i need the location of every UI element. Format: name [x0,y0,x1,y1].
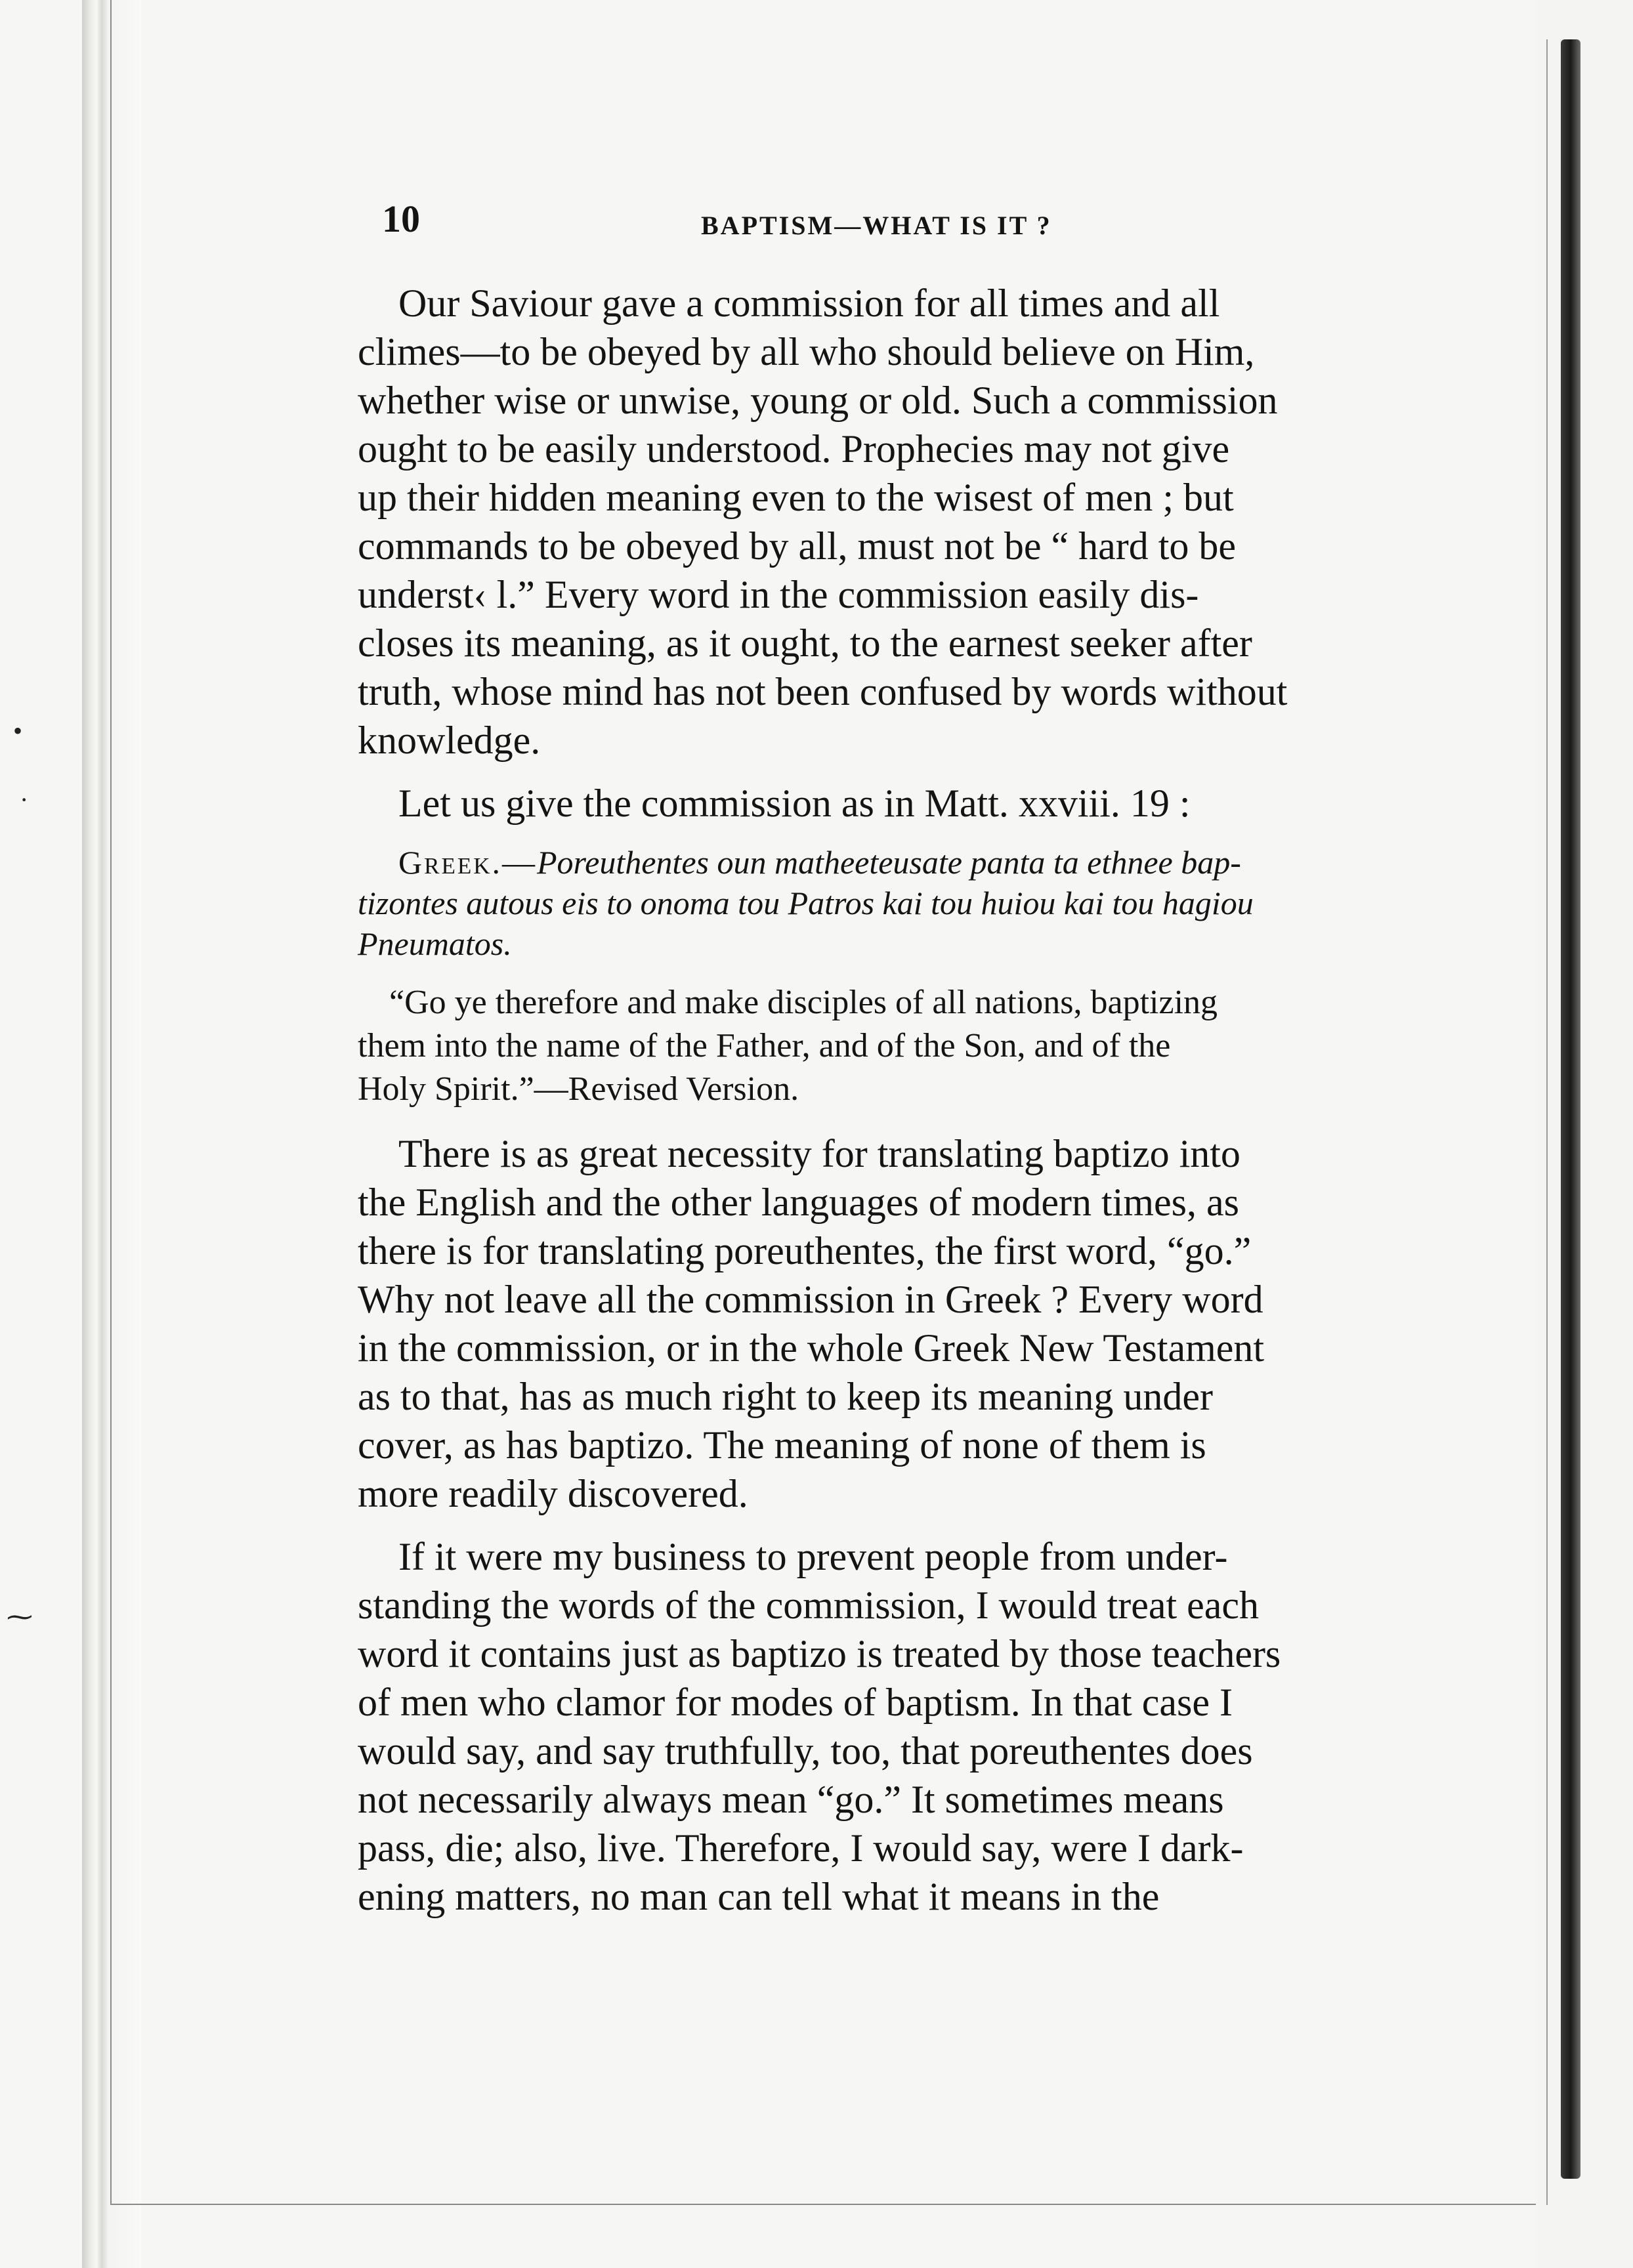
text-line: there is for translating poreuthentes, the first word, “go.” [358,1229,1252,1272]
text-line: Let us give the commission as in Matt. xxviii. 19 : [398,782,1191,825]
page-left-edge [110,0,112,2205]
page-number: 10 [382,198,420,240]
text-line: knowledge. [358,719,541,762]
text-line: If it were my business to prevent people from under- [398,1535,1228,1578]
text-line: ought to be easily understood. Prophecies may not give [358,427,1230,471]
paragraph-1 [358,279,1395,765]
text-line: as to that, has as much right to keep its meaning under [358,1375,1214,1418]
paragraph-2 [358,779,1395,828]
text-line: Our Saviour gave a commission for all times and all [398,282,1220,325]
text-line: There is as great necessity for translating baptizo into [398,1132,1241,1175]
text-line: closes its meaning, as it ought, to the earnest seeker after [358,621,1252,665]
text-line: whether wise or unwise, young or old. Such a commission [358,379,1278,422]
text-line: “Go ye therefore and make disciples of all nations, baptizing [389,984,1218,1021]
page-header [382,197,1367,256]
text-line: tizontes autous eis to onoma tou Patros kai tou huiou kai tou hagiou [358,885,1254,921]
text-line [358,842,1395,883]
text-line: Pneumatos. [358,925,512,962]
page-right-edge [1546,39,1548,2205]
greek-text: Poreuthentes oun matheeteusate panta ta ethnee bap- [537,844,1241,881]
book-binding-left [82,0,141,2268]
text-line: word it contains just as baptizo is treated by those teachers [358,1632,1281,1675]
text-line: truth, whose mind has not been confused by words without [358,670,1288,713]
text-line: climes—to be obeyed by all who should believe on Him, [358,330,1255,373]
paragraph-3 [358,1129,1395,1518]
text-line: of men who clamor for modes of baptism. In that case I [358,1681,1233,1724]
paragraph-4 [358,1532,1395,1921]
scan-speck: · [20,785,29,814]
text-line: ening matters, no man can tell what it means in the [358,1875,1160,1918]
book-binding-right [1561,39,1580,2179]
revised-version-quote [358,981,1395,1111]
text-line: them into the name of the Father, and of the Son, and of the [358,1027,1171,1064]
text-line: Why not leave all the commission in Greek ? Every word [358,1278,1263,1321]
scan-speck: ⁓ [7,1602,33,1631]
greek-label: Greek.— [398,844,537,881]
scan-speck: • [13,716,23,746]
page-bottom-edge [110,2204,1548,2205]
text-line: in the commission, or in the whole Greek New Testament [358,1326,1265,1370]
page-right-margin [1536,0,1633,2268]
text-line: up their hidden meaning even to the wisest of men ; but [358,476,1234,519]
text-line: underst‹ l.” Every word in the commission easily dis- [358,573,1199,616]
text-line: commands to be obeyed by all, must not be “ hard to be [358,524,1237,568]
text-line: pass, die; also, live. Therefore, I would say, were I dark- [358,1826,1244,1870]
text-line: not necessarily always mean “go.” It sometimes means [358,1778,1224,1821]
running-head: BAPTISM—WHAT IS IT ? [701,211,1052,240]
text-line: cover, as has baptizo. The meaning of none of them is [358,1423,1206,1467]
text-line: would say, and say truthfully, too, that poreuthentes does [358,1729,1253,1773]
body-text [358,279,1395,1935]
text-line: standing the words of the commission, I would treat each [358,1584,1260,1627]
text-line: the English and the other languages of modern times, as [358,1181,1239,1224]
text-line: Holy Spirit.”—Revised Version. [358,1070,799,1108]
text-line: more readily discovered. [358,1472,748,1515]
greek-passage [358,842,1395,964]
